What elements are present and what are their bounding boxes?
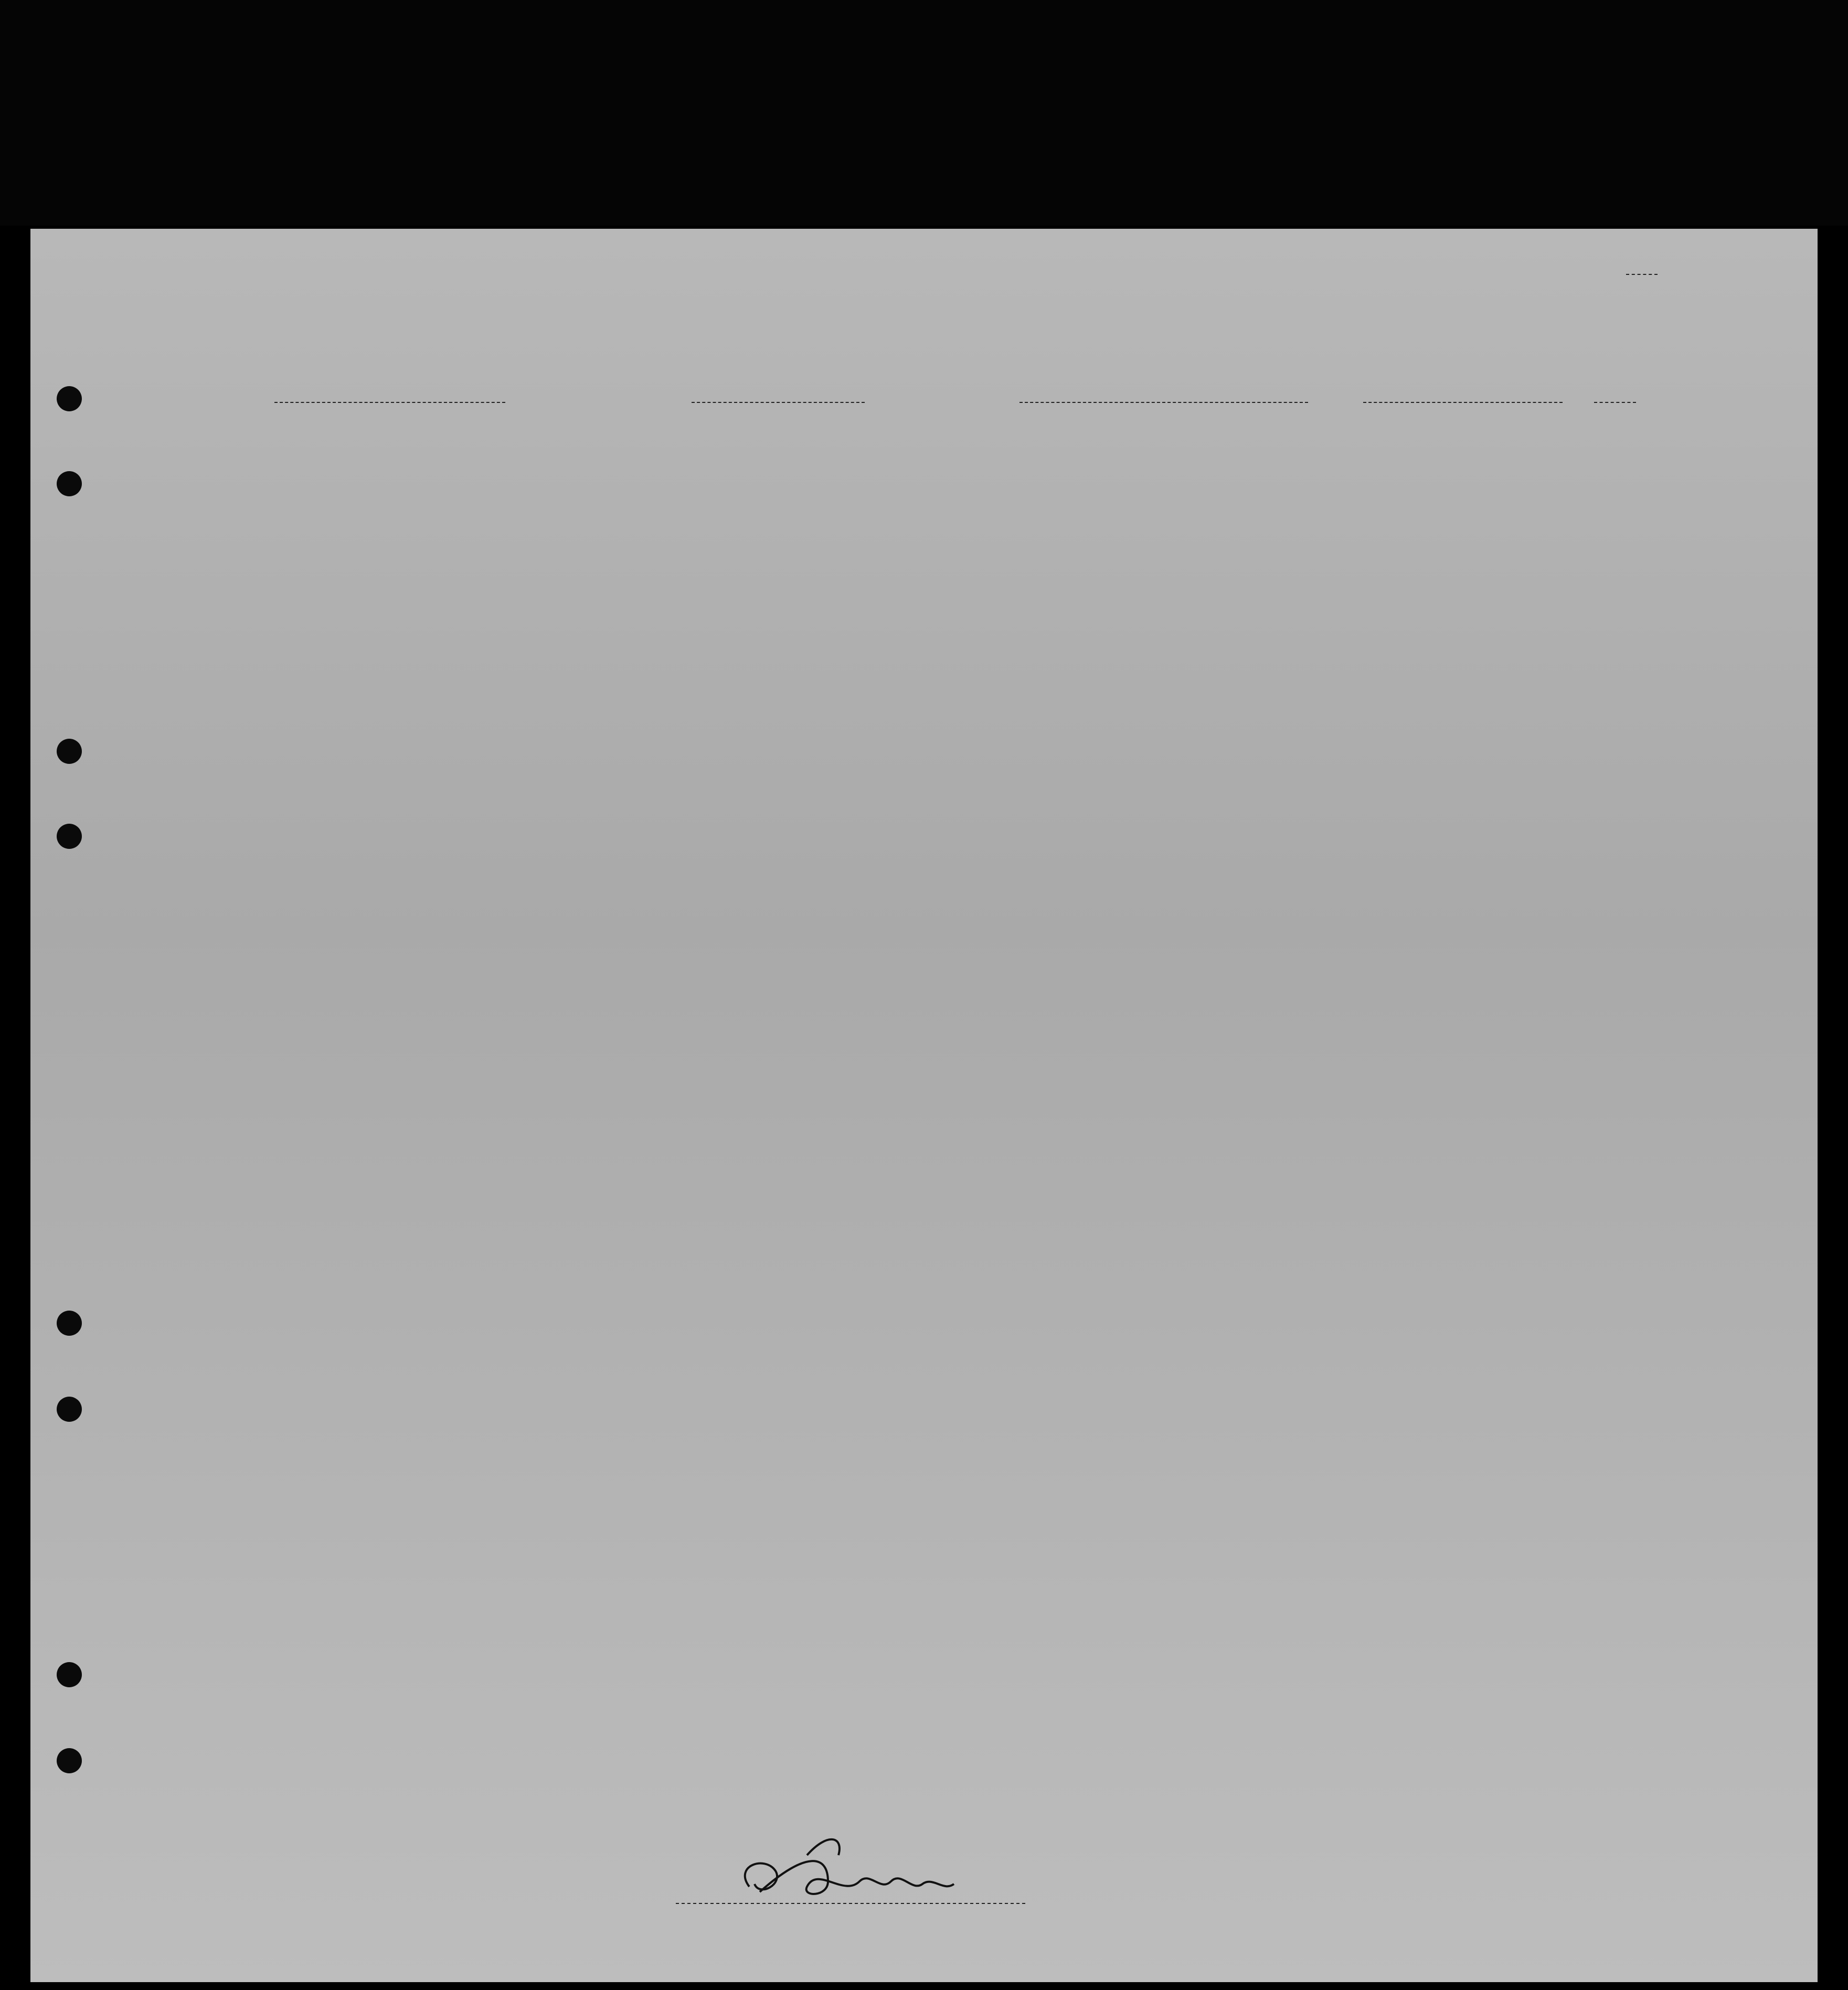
film-strip xyxy=(0,0,1848,226)
manifest-sheet xyxy=(30,229,1818,1982)
inspector-signature xyxy=(671,1834,1038,1913)
manifest-table-grid xyxy=(30,229,1818,1982)
